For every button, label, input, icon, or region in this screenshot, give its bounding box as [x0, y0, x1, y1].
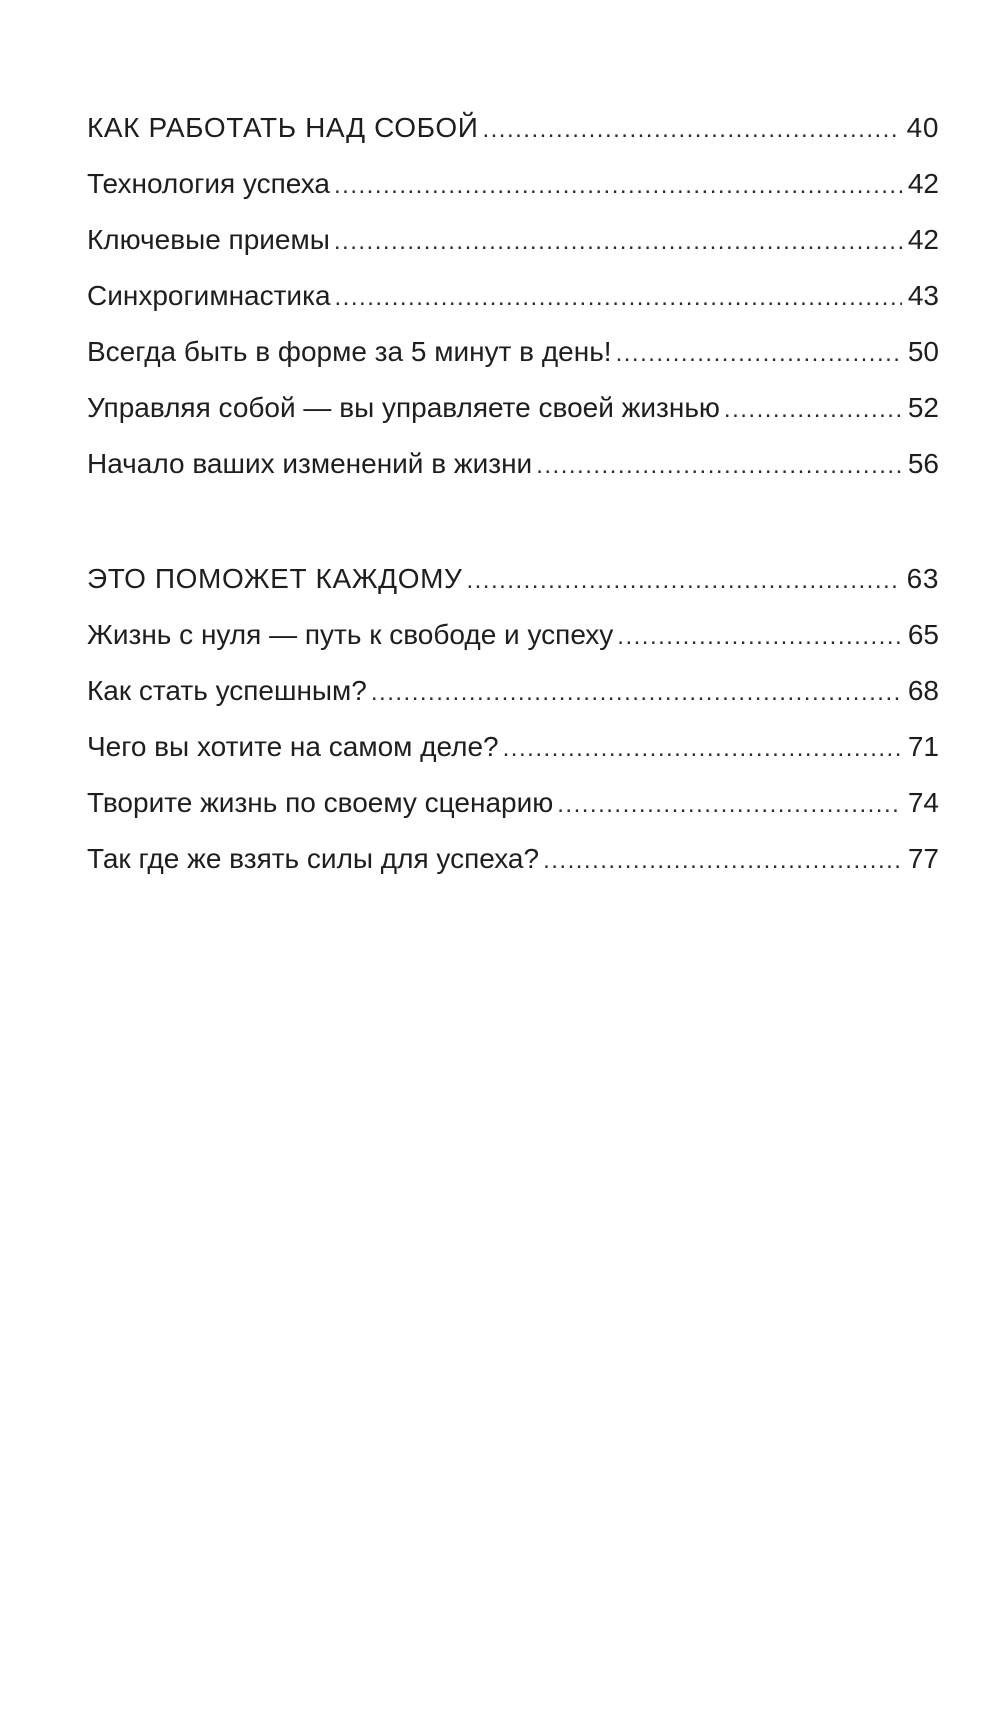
toc-entry-title: Чего вы хотите на самом деле? — [87, 731, 499, 762]
toc-entry — [87, 324, 939, 380]
toc-entry — [87, 212, 939, 268]
toc-entry-title: Технология успеха — [87, 168, 330, 199]
toc-entry-title: Управляя собой — вы управляете своей жизнью — [87, 392, 720, 423]
dot-leader — [466, 553, 900, 607]
toc-entry — [87, 663, 939, 719]
toc-page-number: 77 — [907, 843, 939, 874]
toc-entry-title: Синхрогимнастика — [87, 280, 331, 311]
dot-leader — [334, 214, 902, 268]
toc-entry-title: Ключевые приемы — [87, 224, 330, 255]
toc-page-number: 42 — [907, 168, 939, 199]
toc-entry — [87, 831, 939, 887]
dot-leader — [334, 158, 902, 212]
toc-page-number: 42 — [907, 224, 939, 255]
toc-page-number: 68 — [907, 675, 939, 706]
toc-entry — [87, 268, 939, 324]
toc-heading-title: ЭТО ПОМОЖЕТ КАЖДОМУ — [87, 563, 463, 594]
dot-leader — [724, 382, 902, 436]
toc-entry — [87, 775, 939, 831]
dot-leader — [543, 833, 902, 887]
dot-leader — [616, 326, 902, 380]
toc-page-number: 63 — [906, 563, 939, 594]
toc-page-number: 56 — [907, 448, 939, 479]
dot-leader — [536, 438, 902, 492]
toc-entry — [87, 719, 939, 775]
toc-entry — [87, 156, 939, 212]
toc-entry-title: Так где же взять силы для успеха? — [87, 843, 540, 874]
dot-leader — [482, 102, 900, 156]
dot-leader — [503, 721, 902, 775]
toc-entry — [87, 380, 939, 436]
toc-section — [87, 551, 939, 887]
dot-leader — [617, 609, 902, 663]
dot-leader — [335, 270, 902, 324]
toc-entry — [87, 436, 939, 492]
dot-leader — [557, 777, 902, 831]
toc-page-number: 52 — [907, 392, 939, 423]
toc-entry-title: Начало ваших изменений в жизни — [87, 448, 533, 479]
toc-entry — [87, 607, 939, 663]
toc-page-number: 65 — [907, 619, 939, 650]
toc-page-number: 71 — [907, 731, 939, 762]
toc-page-number: 43 — [907, 280, 939, 311]
dot-leader — [371, 665, 902, 719]
toc-section — [87, 100, 939, 492]
toc-entry-title: Всегда быть в форме за 5 минут в день! — [87, 336, 612, 367]
toc-section-heading — [87, 551, 939, 607]
toc-section-heading — [87, 100, 939, 156]
toc-page-number: 74 — [907, 787, 939, 818]
toc-entry-title: Как стать успешным? — [87, 675, 367, 706]
toc-entry-title: Жизнь с нуля — путь к свободе и успеху — [87, 619, 614, 650]
toc-heading-title: КАК РАБОТАТЬ НАД СОБОЙ — [87, 112, 479, 143]
toc-page-number: 40 — [906, 112, 939, 143]
toc-entry-title: Творите жизнь по своему сценарию — [87, 787, 554, 818]
toc-page-number: 50 — [907, 336, 939, 367]
